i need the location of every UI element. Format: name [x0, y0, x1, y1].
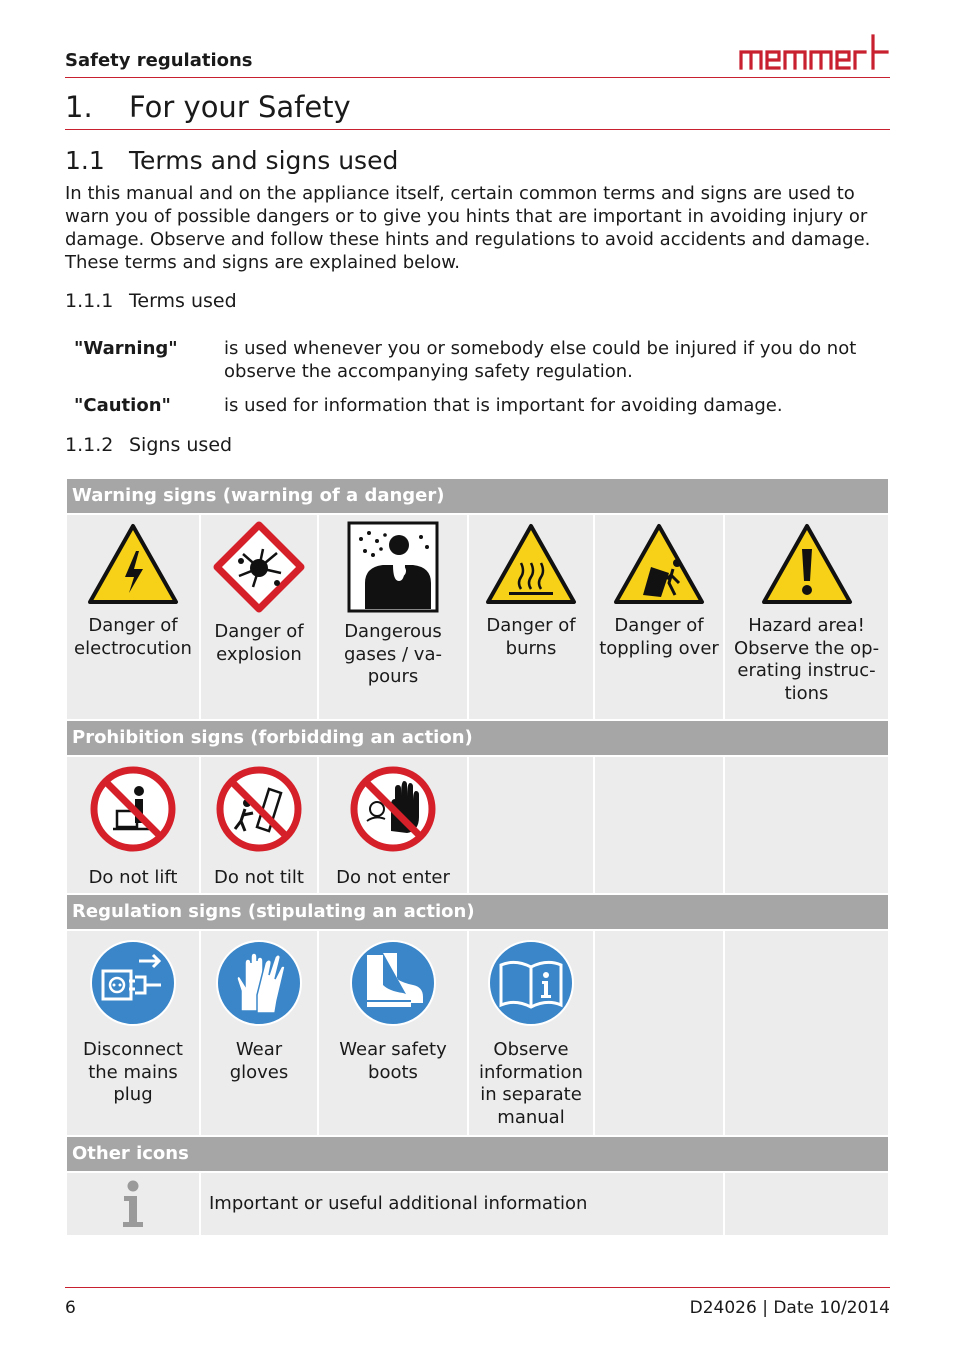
chapter-title: For your Safety [129, 90, 351, 124]
signs-table [65, 477, 890, 1237]
sign-cell [469, 931, 593, 1135]
empty-cell [595, 757, 723, 893]
chapter-rule [65, 129, 890, 130]
sign-cell [319, 757, 467, 893]
other-section-row [67, 1137, 888, 1171]
term-caution: "Caution" [74, 395, 171, 416]
sign-label: Do not tilt [214, 867, 304, 888]
manual-info-icon [487, 939, 575, 1027]
prohibition-section-row [67, 721, 888, 755]
warning-section-heading: Warning signs (warning of a danger) [67, 479, 888, 513]
sign-label: Danger of explosion [214, 621, 304, 665]
terms-used-heading [65, 290, 237, 312]
term-caution-desc: is used for information that is important for avoiding damage. [224, 395, 783, 416]
header-rule [65, 77, 890, 78]
electrocution-warning-icon [87, 523, 179, 605]
warning-signs-row [67, 515, 888, 719]
regulation-signs-row [67, 931, 888, 1135]
hazard-area-icon [761, 523, 853, 605]
term-warning: "Warning" [74, 338, 178, 359]
toppling-icon [613, 523, 705, 605]
sign-cell [201, 931, 317, 1135]
page-number: 6 [65, 1298, 76, 1318]
document-info: D24026 | Date 10/2014 [689, 1298, 890, 1318]
no-tilt-icon [215, 765, 303, 853]
sign-label: Observe information in separate manual [479, 1039, 583, 1128]
empty-cell [469, 757, 593, 893]
sign-label: Hazard area! Observe the op-erating instruc-tions [733, 615, 880, 704]
sign-label: Wear safety boots [339, 1039, 447, 1083]
terms-used-title: Terms used [129, 290, 237, 312]
explosion-warning-icon [213, 521, 305, 613]
signs-used-number: 1.1.2 [65, 434, 114, 456]
gloves-icon [215, 939, 303, 1027]
section-number: 1.1 [65, 146, 105, 175]
section-heading [65, 146, 398, 175]
empty-cell [725, 1173, 888, 1235]
signs-used-title: Signs used [129, 434, 233, 456]
warning-section-row [67, 479, 888, 513]
prohibition-section-heading: Prohibition signs (forbidding an action) [67, 721, 888, 755]
unplug-icon [89, 939, 177, 1027]
footer-rule [65, 1287, 890, 1288]
sign-cell [725, 515, 888, 719]
sign-cell [67, 1173, 199, 1235]
sign-cell [319, 931, 467, 1135]
sign-cell [67, 515, 199, 719]
empty-cell [725, 757, 888, 893]
gases-vapours-icon [347, 521, 439, 613]
sign-label: Danger of toppling over [599, 615, 719, 659]
sign-label: Danger of burns [486, 615, 576, 659]
sign-cell [469, 515, 593, 719]
hot-surface-icon [485, 523, 577, 605]
sign-cell [319, 515, 467, 719]
intro-paragraph: In this manual and on the appliance itself, certain common terms and signs are used to warn you of possible dangers or to give you hints that are important in avoiding injury or damage. Observe and follow these hints and regulations to avoid accidents and damage. These terms and signs are explained below. [65, 183, 871, 273]
running-header: Safety regulations [65, 50, 253, 71]
sign-cell [67, 931, 199, 1135]
empty-cell [595, 931, 723, 1135]
regulation-section-row [67, 895, 888, 929]
sign-label: Disconnect the mains plug [83, 1039, 183, 1105]
chapter-number: 1. [65, 90, 93, 124]
section-title: Terms and signs used [129, 146, 399, 175]
sign-cell [201, 757, 317, 893]
memmert-logo [738, 32, 890, 72]
prohibition-signs-row [67, 757, 888, 893]
no-enter-icon [349, 765, 437, 853]
sign-cell [67, 757, 199, 893]
empty-cell [725, 931, 888, 1135]
terms-used-number: 1.1.1 [65, 290, 114, 312]
chapter-heading [65, 90, 351, 124]
sign-label: Dangerous gases / va-pours [344, 621, 442, 687]
boots-icon [349, 939, 437, 1027]
sign-label: Do not enter [336, 867, 450, 888]
other-icons-row [67, 1173, 888, 1235]
term-warning-desc: is used whenever you or somebody else could be injured if you do not observe the accompanying safety regulation. [224, 338, 857, 382]
no-lift-icon [89, 765, 177, 853]
sign-label: Do not lift [88, 867, 178, 888]
info-description: Important or useful additional information [201, 1173, 723, 1235]
signs-used-heading [65, 434, 232, 456]
sign-label: Danger of electrocution [74, 615, 192, 659]
sign-cell [595, 515, 723, 719]
sign-cell [201, 515, 317, 719]
other-section-heading: Other icons [67, 1137, 888, 1171]
info-icon [118, 1180, 148, 1228]
sign-label: Wear gloves [229, 1039, 289, 1083]
regulation-section-heading: Regulation signs (stipulating an action) [67, 895, 888, 929]
